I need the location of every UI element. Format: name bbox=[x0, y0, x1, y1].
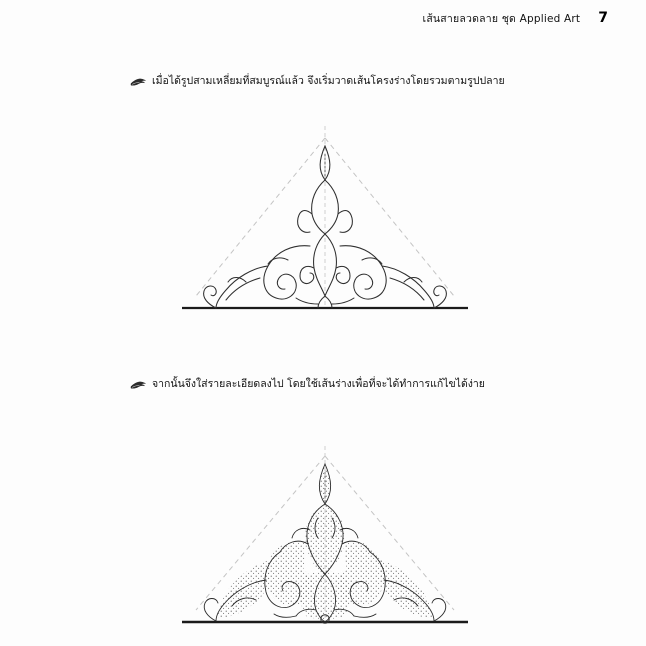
running-title: เส้นสายลวดลาย ชุด Applied Art bbox=[422, 13, 581, 25]
caption-step-2 bbox=[130, 377, 485, 391]
ornament-detailed bbox=[204, 464, 446, 622]
pointing-hand-icon bbox=[130, 75, 147, 88]
figure-triangle-outline bbox=[160, 118, 490, 326]
page-number: 7 bbox=[598, 10, 608, 26]
pointing-hand-icon bbox=[130, 378, 147, 391]
page-header bbox=[423, 10, 608, 27]
caption-step-2-text: จากนั้นจึงใส่รายละเอียดลงไป โดยใช้เส้นร่างเพื่อที่จะได้ทำการแก้ไขได้ง่าย bbox=[152, 378, 485, 390]
caption-step-1 bbox=[130, 74, 505, 88]
figure-triangle-detailed bbox=[160, 440, 490, 635]
caption-step-1-text: เมื่อได้รูปสามเหลี่ยมที่สมบูรณ์แล้ว จึงเริ่มวาดเส้นโครงร่างโดยรวมตามรูปปลาย bbox=[152, 75, 505, 87]
